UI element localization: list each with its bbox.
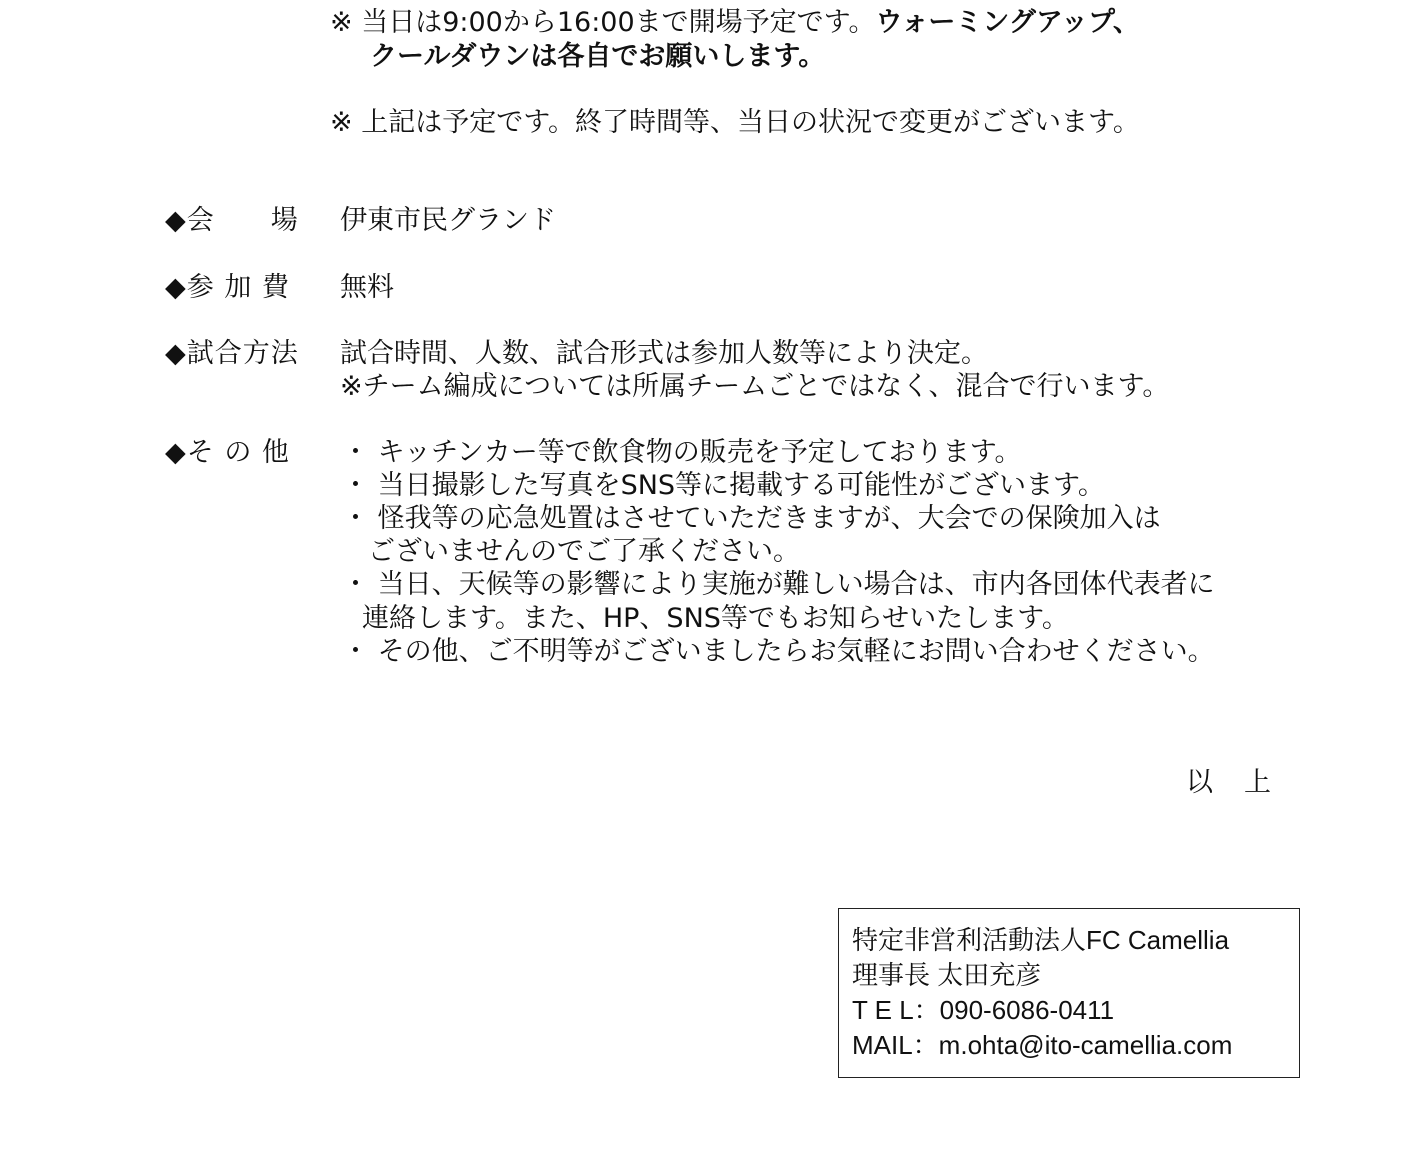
other-item: ・ その他、ご不明等がございましたらお気軽にお問い合わせください。 <box>342 636 1215 667</box>
other-item: ・ 怪我等の応急処置はさせていただきますが、大会での保険加入は <box>342 503 1161 534</box>
venue-label: ◆会 場 <box>165 205 299 236</box>
other-item: ・ 当日、天候等の影響により実施が難しい場合は、市内各団体代表者に <box>342 569 1215 600</box>
match-method-line: ※チーム編成については所属チームごとではなく、混合で行います。 <box>340 371 1170 402</box>
note-schedule-change: ※ 上記は予定です。終了時間等、当日の状況で変更がございます。 <box>330 107 1140 138</box>
contact-chair: 理事長 太田充彦 <box>852 960 1042 990</box>
match-method-line: 試合時間、人数、試合形式は参加人数等により決定。 <box>340 338 988 369</box>
other-item-continuation: ございませんのでご了承ください。 <box>368 536 800 567</box>
other-item: ・ 当日撮影した写真をSNS等に掲載する可能性がございます。 <box>342 470 1105 501</box>
closing-mark: 以 上 <box>1186 767 1273 798</box>
match-method-label: ◆試合方法 <box>165 338 299 369</box>
fee-label: ◆参 加 費 <box>165 272 290 303</box>
other-item-continuation: 連絡します。また、HP、SNS等でもお知らせいたします。 <box>362 603 1069 634</box>
contact-organization: 特定非営利活動法人FC Camellia <box>852 925 1230 955</box>
other-label: ◆そ の 他 <box>165 437 290 468</box>
note-warmup-text: ウォーミングアップ、 <box>875 7 1140 38</box>
other-item: ・ キッチンカー等で飲食物の販売を予定しております。 <box>342 437 1022 468</box>
fee-value: 無料 <box>340 272 394 303</box>
note-opening-hours-text: ※ 当日は9:00から16:00まで開場予定です。 <box>330 7 876 38</box>
note-opening-hours <box>330 6 1140 39</box>
venue-value: 伊東市民グランド <box>340 205 556 236</box>
contact-box <box>838 908 1300 1078</box>
note-cooldown-text: クールダウンは各自でお願いします。 <box>370 41 826 72</box>
contact-phone[interactable]: T E L：090-6086-0411 <box>852 995 1115 1025</box>
contact-email[interactable]: MAIL：m.ohta@ito-camellia.com <box>852 1030 1233 1060</box>
